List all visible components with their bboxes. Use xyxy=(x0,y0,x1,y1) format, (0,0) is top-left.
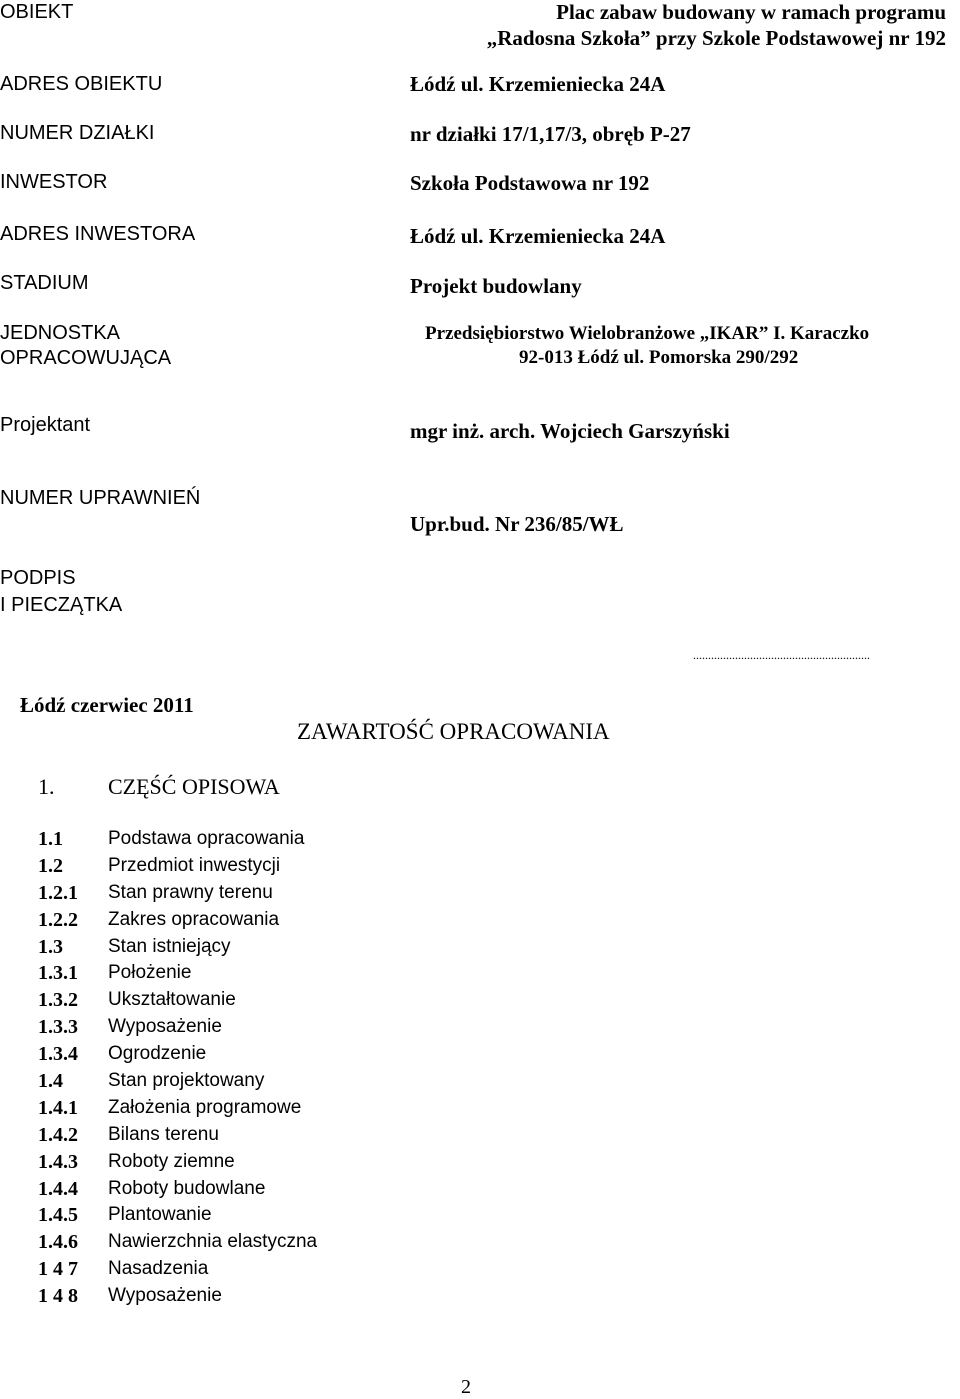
contents-heading: ZAWARTOŚĆ OPRACOWANIA xyxy=(297,719,610,744)
plot-value: nr działki 17/1,17/3, obręb P-27 xyxy=(410,122,691,146)
object-label: OBIEKT xyxy=(0,1,74,23)
toc-item-title: Przedmiot inwestycji xyxy=(108,854,281,876)
investor-label: INWESTOR xyxy=(0,171,108,193)
investor-address-value: Łódź ul. Krzemieniecka 24A xyxy=(410,224,666,248)
plot-label: NUMER DZIAŁKI xyxy=(0,122,155,144)
toc-item-number: 1.3.3 xyxy=(38,1016,78,1039)
toc-item-title: Wyposażenie xyxy=(108,1016,222,1038)
toc-item-number: 1.2.1 xyxy=(38,881,78,904)
toc-item-number: 1.4 xyxy=(38,1070,63,1093)
object-value-line1: Plac zabaw budowany w ramach programu xyxy=(556,0,946,24)
toc-item-title: Nawierzchnia elastyczna xyxy=(108,1231,318,1253)
toc-item-number: 1.4.4 xyxy=(38,1177,78,1200)
toc-item-number: 1.4.6 xyxy=(38,1231,78,1254)
investor-address-label: ADRES INWESTORA xyxy=(0,223,196,245)
toc-item-title: Plantowanie xyxy=(108,1204,212,1226)
toc-item-number: 1.3.1 xyxy=(38,962,78,985)
toc-item-title: Założenia programowe xyxy=(108,1096,302,1118)
unit-label-line1: JEDNOSTKA xyxy=(0,322,121,344)
address-label: ADRES OBIEKTU xyxy=(0,73,163,95)
object-value-line2: „Radosna Szkoła” przy Szkole Podstawowej nr 192 xyxy=(486,26,946,50)
toc-item-number: 1.1 xyxy=(38,828,63,850)
section-number: 1. xyxy=(38,774,55,799)
stage-label: STADIUM xyxy=(0,272,89,294)
toc-item-title: Zakres opracowania xyxy=(108,908,280,930)
stage-value: Projekt budowlany xyxy=(410,274,582,298)
toc-item-title: Roboty budowlane xyxy=(108,1177,266,1199)
toc-item-title: Nasadzenia xyxy=(108,1258,209,1280)
toc-item-title: Bilans terenu xyxy=(108,1123,219,1145)
investor-value: Szkoła Podstawowa nr 192 xyxy=(410,171,650,195)
toc-item-number: 1 4 8 xyxy=(38,1285,78,1308)
toc-item-number: 1.3.4 xyxy=(38,1043,78,1066)
toc-item-number: 1.3.2 xyxy=(38,989,78,1012)
address-value: Łódź ul. Krzemieniecka 24A xyxy=(410,72,666,96)
toc-item-number: 1 4 7 xyxy=(38,1258,78,1281)
toc-item-title: Podstawa opracowania xyxy=(108,828,305,849)
toc-item-title: Ogrodzenie xyxy=(108,1043,207,1065)
toc-item-number: 1.3 xyxy=(38,935,63,958)
document-date: Łódź czerwiec 2011 xyxy=(20,693,194,717)
toc-item-title: Położenie xyxy=(108,962,192,984)
toc-item-number: 1.4.3 xyxy=(38,1150,78,1173)
signature-line: ........................................................... xyxy=(693,648,870,662)
toc-item-title: Wyposażenie xyxy=(108,1285,222,1307)
toc-item-number: 1.4.5 xyxy=(38,1204,78,1227)
toc-item-title: Ukształtowanie xyxy=(108,989,236,1011)
toc-item-number: 1.4.1 xyxy=(38,1096,78,1119)
license-label: NUMER UPRAWNIEŃ xyxy=(0,487,201,509)
unit-value-line1: Przedsiębiorstwo Wielobranżowe „IKAR” I. Karaczko xyxy=(425,323,870,344)
unit-label-line2: OPRACOWUJĄCA xyxy=(0,347,172,369)
signature-label-line1: PODPIS xyxy=(0,567,76,589)
license-value: Upr.bud. Nr 236/85/WŁ xyxy=(410,512,624,536)
toc-item-number: 1.2 xyxy=(38,854,63,877)
designer-value: mgr inż. arch. Wojciech Garszyński xyxy=(410,419,730,443)
toc-item-title: Stan projektowany xyxy=(108,1070,265,1092)
toc-item-number: 1.2.2 xyxy=(38,908,78,931)
designer-label: Projektant xyxy=(0,414,91,436)
page-number: 2 xyxy=(461,1376,471,1398)
toc-item-title: Stan prawny terenu xyxy=(108,881,273,903)
unit-value-line2: 92-013 Łódź ul. Pomorska 290/292 xyxy=(519,347,799,368)
signature-label-line2: I PIECZĄTKA xyxy=(0,594,123,616)
section-title: CZĘŚĆ OPISOWA xyxy=(108,774,280,799)
toc-item-title: Roboty ziemne xyxy=(108,1150,235,1172)
toc-item-title: Stan istniejący xyxy=(108,935,231,957)
toc-item-number: 1.4.2 xyxy=(38,1123,78,1146)
